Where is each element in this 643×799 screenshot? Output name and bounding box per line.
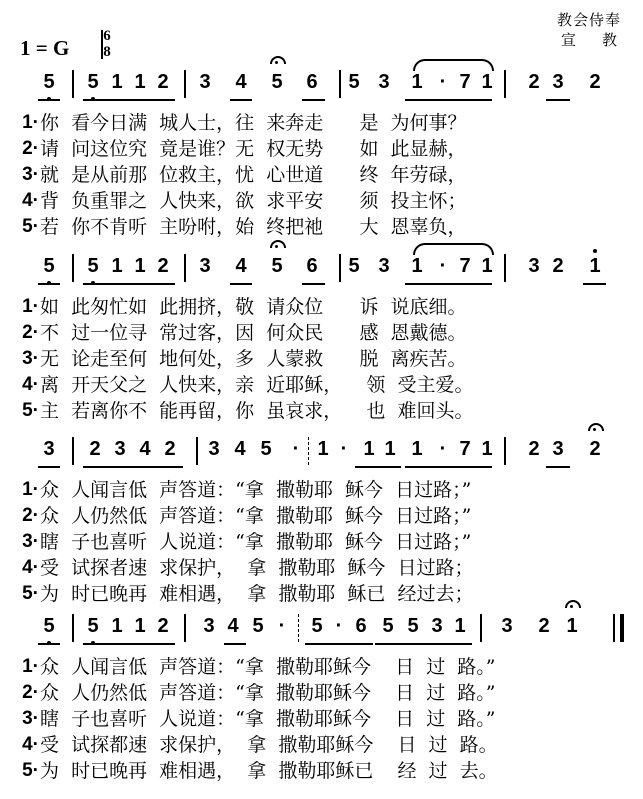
score-system-4 [0,612,643,782]
jianpu-note: 3 [378,255,390,277]
jianpu-note: 2 [538,615,550,637]
jianpu-note: 4 [234,438,246,460]
beam-underline [546,99,570,101]
jianpu-note: 1 [111,71,123,93]
jianpu-note: 2 [157,71,169,93]
verse-line [0,581,643,607]
jianpu-note: 1 [111,615,123,637]
jianpu-note: 5 [39,68,59,96]
augmentation-dot: · [439,71,447,93]
verse-number: 1· [22,479,39,500]
jianpu-note: 1 [411,438,423,460]
jianpu-note: 5 [252,615,264,637]
jianpu-note: 1 [134,255,146,277]
lyric-text: 为 时已晚再 难相遇， 拿 撒勒耶 稣已 经过去； [40,583,474,605]
jianpu-note: 1 [562,612,582,640]
verse-line [0,136,643,162]
jianpu-note: 2 [552,255,564,277]
beam-underline [230,99,252,101]
jianpu-note: 5 [382,615,394,637]
barline [504,254,506,282]
jianpu-note: 3 [501,615,513,637]
meter-fraction-line [101,30,103,59]
verse-line [0,758,643,784]
barline [339,70,341,98]
jianpu-note: 5 [260,438,272,460]
augmentation-dot: · [439,255,447,277]
jianpu-note: 3 [552,438,564,460]
jianpu-note: 1 [363,438,375,460]
verse-number: 2· [22,322,39,343]
score-system-3 [0,435,643,605]
jianpu-note: 6 [355,615,367,637]
key-signature: 1 = G [20,36,70,60]
jianpu-note: 1 [134,71,146,93]
verse-line [0,188,643,214]
barline [613,614,615,642]
verse-line [0,162,643,188]
credit-line-1: 教会侍奉 [556,11,621,29]
verse-line [0,372,643,398]
beam-underline [38,99,60,101]
verse-number: 3· [22,708,39,729]
barline [196,437,198,465]
barline [72,437,74,465]
barline [184,614,186,642]
lyric-text: 受 试探都速 求保护， 拿 撒勒耶稣今 日 过 路。 [40,734,498,756]
verse-line [0,110,643,136]
augmentation-dot: · [340,438,348,460]
beam-underline [230,283,252,285]
verse-number: 4· [22,734,39,755]
lyric-text: 众 人仍然低 声答道：“拿 撒勒耶 稣今 日过路；” [40,505,472,527]
lyric-text: 受 试探者速 求保护， 拿 撒勒耶 稣今 日过路； [40,557,474,579]
lyric-text: 众 人闻言低 声答道：“拿 撒勒耶 稣今 日过路；” [40,479,472,501]
verse-number: 4· [22,374,39,395]
jianpu-note: 3 [528,255,540,277]
jianpu-note: 2 [164,438,176,460]
beam-underline [83,283,175,285]
jianpu-note: 6 [306,71,318,93]
verse-number: 3· [22,531,39,552]
verse-number: 1· [22,296,39,317]
time-signature [100,28,114,60]
verse-line [0,477,643,503]
jianpu-note: 5 [348,255,360,277]
jianpu-note: 2 [589,71,601,93]
jianpu-note: 2 [528,438,540,460]
augmentation-dot: · [278,615,286,637]
barline [480,614,482,642]
jianpu-note: 1 [384,438,396,460]
verse-line [0,529,643,555]
beam-underline [355,466,401,468]
beam-underline [305,643,373,645]
verse-number: 2· [22,138,39,159]
jianpu-note: 3 [208,438,220,460]
verse-line [0,398,643,424]
credit-block [556,10,643,50]
jianpu-note: 1 [481,71,493,93]
lyric-text: 背 负重罪之 人快来，欲 求平安 须 投主怀； [40,190,467,212]
jianpu-note: 5 [407,615,419,637]
jianpu-note: 4 [235,71,247,93]
barline [72,254,74,282]
jianpu-note: 7 [459,255,471,277]
lyric-text: 瞎 子也喜听 人说道：“拿 撒勒耶 稣今 日过路；” [40,531,472,553]
verse-number: 5· [22,216,39,237]
jianpu-note: 1 [111,255,123,277]
beam-underline [83,466,183,468]
jianpu-note: 4 [227,615,239,637]
verse-number: 4· [22,190,39,211]
augmentation-dot: · [439,438,447,460]
jianpu-note: 5 [348,71,360,93]
notation-row [0,68,643,98]
jianpu-note: 2 [157,255,169,277]
notation-row [0,252,643,282]
beam-underline [38,466,60,468]
jianpu-note: 1 [585,252,605,280]
verse-line [0,654,643,680]
beam-underline [38,643,60,645]
jianpu-note: 5 [39,252,59,280]
tie-arc [413,243,494,255]
verse-number: 2· [22,505,39,526]
beam-underline [224,643,246,645]
jianpu-note: 3 [552,71,564,93]
verse-line [0,320,643,346]
jianpu-note: 5 [311,615,323,637]
barline [72,614,74,642]
verse-number: 5· [22,760,39,781]
lyric-text: 若 你不肯听 主吩咐，始 终把祂 大 恩辜负， [40,216,467,238]
dashed-barline [308,437,309,465]
jianpu-note: 2 [585,435,605,463]
lyric-text: 离 开天父之 人快来，亲 近耶稣， 领 受主爱。 [40,374,474,396]
jianpu-note: 2 [528,71,540,93]
verse-number: 4· [22,557,39,578]
jianpu-note: 1 [481,255,493,277]
verse-number: 2· [22,682,39,703]
jianpu-note: 4 [139,438,151,460]
barline [339,254,341,282]
verse-number: 1· [22,112,39,133]
verse-line [0,214,643,240]
jianpu-note: 5 [83,68,103,96]
jianpu-note: 4 [235,255,247,277]
jianpu-note: 3 [203,615,215,637]
meter-denominator: 8 [103,44,111,60]
jianpu-note: 5 [267,68,287,96]
jianpu-note: 3 [199,255,211,277]
verse-line [0,346,643,372]
verse-number: 5· [22,400,39,421]
barline [504,70,506,98]
verse-line [0,732,643,758]
augmentation-dot: · [292,438,300,460]
beam-underline [546,466,570,468]
jianpu-note: 1 [134,615,146,637]
jianpu-note: 1 [454,615,466,637]
lyric-text: 为 时已晚再 难相遇， 拿 撒勒耶稣已 经 过 去。 [40,760,498,782]
score-system-1 [0,68,643,238]
jianpu-note: 3 [431,615,443,637]
beam-underline [83,643,175,645]
verse-line [0,555,643,581]
jianpu-note: 2 [89,438,101,460]
lyric-text: 就 是从前那 位救主，忧 心世道 终 年劳碌， [40,164,467,186]
verse-number: 1· [22,656,39,677]
augmentation-dot: · [335,615,343,637]
meter-numerator: 6 [103,28,111,44]
jianpu-note: 1 [411,71,423,93]
beam-underline [405,283,492,285]
jianpu-note: 7 [459,438,471,460]
jianpu-note: 3 [378,71,390,93]
jianpu-note: 2 [157,615,169,637]
lyric-text: 众 人闻言低 声答道：“拿 撒勒耶稣今 日 过 路。” [40,656,496,678]
beam-underline [405,99,492,101]
final-barline [620,614,624,642]
jianpu-note: 1 [481,438,493,460]
lyric-text: 请 问这位究 竟是谁？无 权无势 如 此显赫， [40,138,467,160]
tie-arc [413,59,494,71]
lyric-text: 瞎 子也喜听 人说道：“拿 撒勒耶稣今 日 过 路。” [40,708,496,730]
dashed-barline [298,614,299,642]
score-system-2 [0,252,643,422]
beam-underline [83,99,175,101]
verse-line [0,503,643,529]
verse-line [0,680,643,706]
beam-underline [302,99,325,101]
beam-underline [405,466,492,468]
jianpu-note: 7 [459,71,471,93]
beam-underline [302,283,325,285]
beam-underline [583,283,606,285]
lyric-text: 不 过一位寻 常过客，因 何众民 感 恩戴德。 [40,322,467,344]
jianpu-note: 5 [267,252,287,280]
notation-row [0,612,643,642]
verse-number: 3· [22,348,39,369]
jianpu-note: 3 [199,71,211,93]
verse-line [0,294,643,320]
barline [72,70,74,98]
beam-underline [375,643,472,645]
lyric-text: 你 看今日满 城人士，往 来奔走 是 为何事？ [40,112,467,134]
barline [504,437,506,465]
lyric-text: 主 若离你不 能再留，你 虽哀求， 也 难回头。 [40,400,474,422]
verse-number: 3· [22,164,39,185]
verse-line [0,706,643,732]
jianpu-note: 3 [43,438,55,460]
verse-number: 5· [22,583,39,604]
barline [184,254,186,282]
barline [184,70,186,98]
jianpu-note: 5 [39,612,59,640]
jianpu-note: 3 [114,438,126,460]
beam-underline [38,283,60,285]
jianpu-note: 5 [83,612,103,640]
jianpu-note: 5 [83,252,103,280]
jianpu-note: 1 [317,438,329,460]
lyric-text: 如 此匆忙如 此拥挤，敬 请众位 诉 说底细。 [40,296,467,318]
jianpu-note: 1 [411,255,423,277]
lyric-text: 众 人仍然低 声答道：“拿 撒勒耶稣今 日 过 路。” [40,682,496,704]
credit-line-2: 宣教 [560,31,643,49]
jianpu-note: 6 [306,255,318,277]
notation-row [0,435,643,465]
lyric-text: 无 论走至何 地何处，多 人蒙救 脱 离疾苦。 [40,348,467,370]
